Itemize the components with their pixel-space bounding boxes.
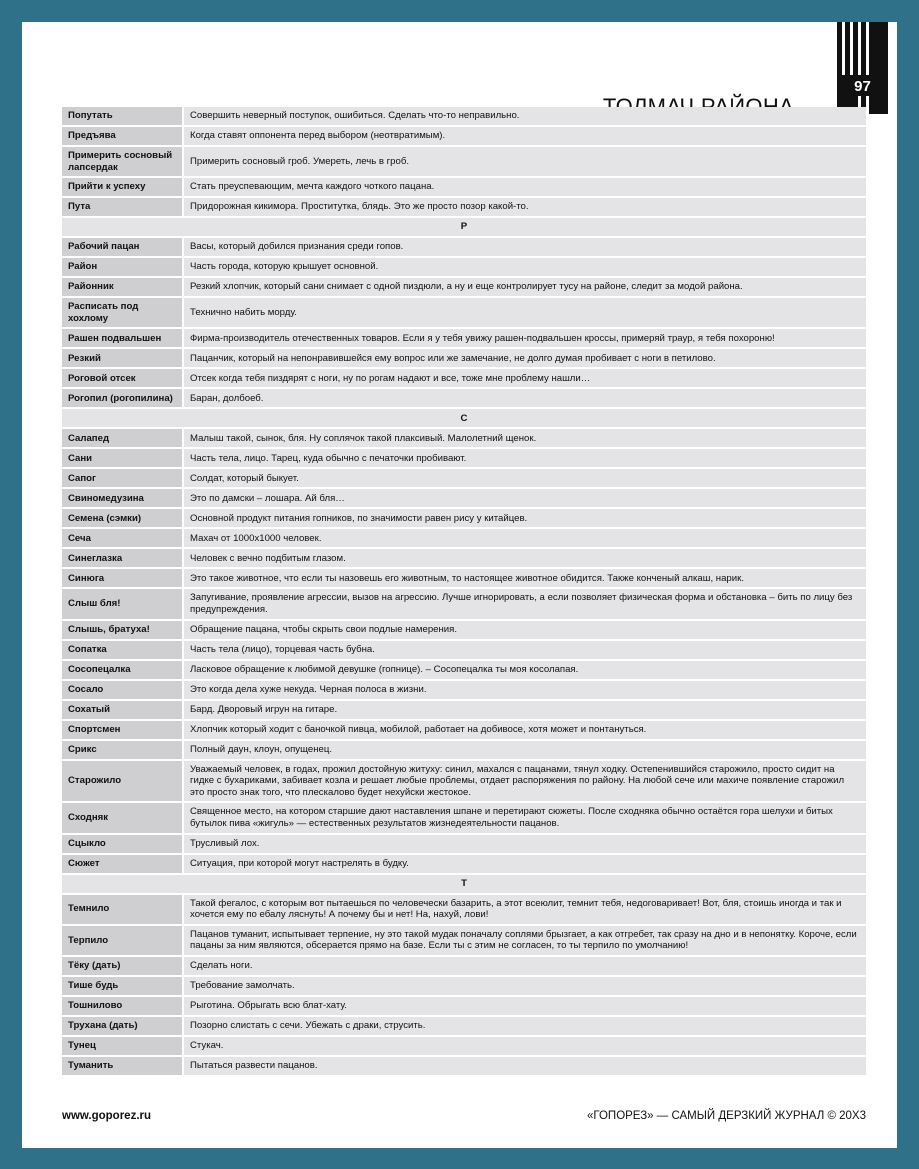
glossary-term: Семена (сэмки) [62,509,184,527]
glossary-row [62,681,866,699]
glossary-definition: Ситуация, при которой могут настрелять в будку. [184,855,866,873]
glossary-row [62,569,866,587]
glossary-table [62,105,866,1077]
glossary-row [62,803,866,832]
glossary-definition: Стать преуспевающим, мечта каждого чоткого пацана. [184,178,866,196]
glossary-row [62,329,866,347]
glossary-definition: Примерить сосновый гроб. Умереть, лечь в гроб. [184,147,866,176]
letter-heading-row [62,218,866,236]
glossary-definition: Отсек когда тебя пиздярят с ноги, ну по рогам надают и все, тоже мне проблему нашли… [184,369,866,387]
glossary-definition: Это по дамски – лошара. Ай бля… [184,489,866,507]
glossary-term: Тунец [62,1037,184,1055]
glossary-row [62,701,866,719]
glossary-definition: Технично набить морду. [184,298,866,327]
glossary-definition: Позорно слистать с сечи. Убежать с драки, струсить. [184,1017,866,1035]
glossary-term: Сцыкло [62,835,184,853]
glossary-term: Сеча [62,529,184,547]
glossary-definition: Стукач. [184,1037,866,1055]
glossary-definition: Человек с вечно подбитым глазом. [184,549,866,567]
glossary-definition: Сделать ноги. [184,957,866,975]
glossary-term: Туманить [62,1057,184,1075]
glossary-term: Синеглазка [62,549,184,567]
glossary-definition: Совершить неверный поступок, ошибиться. Сделать что-то неправильно. [184,107,866,125]
glossary-term: Попутать [62,107,184,125]
glossary-definition: Пацанов туманит, испытывает терпение, ну это такой мудак поначалу соплями брызгает, а как отгребет, так сразу на дно и в непонятку. Короче, если пацаны за ним являются, обсерается прямо на базе. Если ты с этим не согласен, то ты терпило по умолчанию! [184,926,866,955]
glossary-term: Предъява [62,127,184,145]
glossary-term: Сосопецалка [62,661,184,679]
glossary-row [62,107,866,125]
glossary-definition: Когда ставят оппонента перед выбором (неотвратимым). [184,127,866,145]
glossary-term: Резкий [62,349,184,367]
glossary-definition: Часть города, которую крышует основной. [184,258,866,276]
glossary-row [62,721,866,739]
glossary-row [62,835,866,853]
glossary-row [62,238,866,256]
glossary-definition: Уважаемый человек, в годах, прожил достойную житуху: синил, махался с пацанами, тянул ходку. Остепенившийся старожило, просто сидит на гидке с бухариками, забивает козла и решает любые проблемы, отдает распоряжения по району. На любой сече или махиче появление старожил это просто знак того, что плескалово будет нехуйски жестокое. [184,761,866,802]
glossary-term: Свиномедузина [62,489,184,507]
glossary-row [62,178,866,196]
glossary-row [62,997,866,1015]
glossary-term: Слышь, братуха! [62,621,184,639]
glossary-row [62,977,866,995]
glossary-definition: Основной продукт питания гопников, по значимости равен рису у китайцев. [184,509,866,527]
page-number-tab [837,22,888,114]
glossary-definition: Полный даун, клоун, опущенец. [184,741,866,759]
glossary-term: Пута [62,198,184,216]
glossary-definition: Резкий хлопчик, который сани снимает с одной пиздюли, а ну и еще контролирует тусу на районе, следит за модой района. [184,278,866,296]
glossary-row [62,429,866,447]
glossary-term: Примерить сосновый лапсердак [62,147,184,176]
tab-stripe [858,22,861,75]
glossary-row [62,589,866,618]
glossary-term: Тёку (дать) [62,957,184,975]
glossary-definition: Фирма-производитель отечественных товаров. Если я у тебя увижу рашен-подвальшен кроссы, примеряй траур, я тебя похороню! [184,329,866,347]
letter-heading: С [62,409,866,427]
glossary-definition: Часть тела, лицо. Тарец, куда обычно с печаточки пробивают. [184,449,866,467]
letter-heading: Т [62,875,866,893]
glossary-definition: Священное место, на котором старшие дают наставления шпане и перетирают сюжеты. После сходняка обычно остаётся гора шелухи и битых бутылок пива «жигуль» — естественных результатов жизнедеятельности пацанов. [184,803,866,832]
page-number: 97 [854,78,871,95]
glossary-definition: Придорожная кикимора. Проститутка, блядь. Это же просто позор какой-то. [184,198,866,216]
letter-heading: Р [62,218,866,236]
glossary-definition: Обращение пацана, чтобы скрыть свои подлые намерения. [184,621,866,639]
glossary-term: Старожило [62,761,184,802]
glossary-term: Прийти к успеху [62,178,184,196]
glossary-row [62,489,866,507]
glossary-row [62,369,866,387]
glossary-row [62,761,866,802]
glossary-row [62,1057,866,1075]
glossary-term: Сходняк [62,803,184,832]
glossary-term: Сопатка [62,641,184,659]
letter-heading-row [62,875,866,893]
glossary-term: Рабочий пацан [62,238,184,256]
footer-website[interactable]: www.goporez.ru [62,1110,152,1122]
glossary-row [62,621,866,639]
glossary-term: Темнило [62,895,184,924]
glossary-term: Терпило [62,926,184,955]
glossary-row [62,198,866,216]
glossary-definition: Махач от 1000х1000 человек. [184,529,866,547]
glossary-row [62,855,866,873]
glossary-definition: Бард. Дворовый игрун на гитаре. [184,701,866,719]
glossary-definition: Запугивание, проявление агрессии, вызов на агрессию. Лучше игнорировать, а если позволяет физическая форма и обстановка – бить по лицу без предупреждения. [184,589,866,618]
tab-stripe [850,22,853,75]
glossary-definition: Пацанчик, который на непонравившейся ему вопрос или же замечание, не долго думая пробивает с ноги в петилово. [184,349,866,367]
glossary-term: Сосало [62,681,184,699]
glossary-definition: Это когда дела хуже некуда. Черная полоса в жизни. [184,681,866,699]
glossary-row [62,741,866,759]
glossary-term: Трухана (дать) [62,1017,184,1035]
glossary-term: Сюжет [62,855,184,873]
glossary-row [62,926,866,955]
tab-stripe [866,96,869,114]
glossary-definition: Трусливый лох. [184,835,866,853]
glossary-definition: Такой фегалос, с которым вот пытаешься по человечески базарить, а этот всеюлит, темнит тебя, недоговаривает! Вот, бля, стоишь иногда и так и хочется ему по ебалу ляснуть! А почему бы и нет! На, нахуй, лови! [184,895,866,924]
glossary-row [62,298,866,327]
glossary-definition: Часть тела (лицо), торцевая часть бубна. [184,641,866,659]
glossary-term: Срикс [62,741,184,759]
glossary-definition: Баран, долбоеб. [184,389,866,407]
glossary-row [62,895,866,924]
glossary-term: Районник [62,278,184,296]
letter-heading-row [62,409,866,427]
glossary-row [62,449,866,467]
glossary-row [62,661,866,679]
glossary-definition: Это такое животное, что если ты назовешь его животным, то настоящее животное обидится. Также конченый алкаш, нарик. [184,569,866,587]
glossary-row [62,1017,866,1035]
glossary-row [62,127,866,145]
glossary-term: Сапог [62,469,184,487]
glossary-row [62,389,866,407]
glossary-row [62,1037,866,1055]
glossary-definition: Рыготина. Обрыгать всю блат-хату. [184,997,866,1015]
glossary-term: Район [62,258,184,276]
glossary-term: Синюга [62,569,184,587]
glossary-term: Рогопил (рогопилина) [62,389,184,407]
tab-stripe [866,22,869,75]
glossary-term: Тошнилово [62,997,184,1015]
glossary-definition: Васы, который добился признания среди гопов. [184,238,866,256]
glossary-term: Спортсмен [62,721,184,739]
glossary-term: Роговой отсек [62,369,184,387]
glossary-term: Рашен подвальшен [62,329,184,347]
glossary-definition: Пытаться развести пацанов. [184,1057,866,1075]
glossary-term: Тише будь [62,977,184,995]
glossary-term: Расписать под хохлому [62,298,184,327]
tab-stripe [842,22,845,75]
glossary-definition: Ласковое обращение к любимой девушке (гопнице). – Сосопецалка ты моя косолапая. [184,661,866,679]
glossary-definition: Хлопчик который ходит с баночкой пивца, мобилой, работает на добивосе, хотя может и понтануться. [184,721,866,739]
glossary-row [62,258,866,276]
glossary-row [62,641,866,659]
glossary-term: Слыш бля! [62,589,184,618]
glossary-row [62,469,866,487]
glossary-row [62,278,866,296]
footer-tagline: «ГОПОРЕЗ» — САМЫЙ ДЕРЗКИЙ ЖУРНАЛ © 20Х3 [587,1110,866,1122]
glossary-term: Сохатый [62,701,184,719]
glossary-row [62,509,866,527]
glossary-definition: Солдат, который быкует. [184,469,866,487]
glossary-row [62,957,866,975]
glossary-definition: Малыш такой, сынок, бля. Ну соплячок такой плаксивый. Малолетний щенок. [184,429,866,447]
glossary-definition: Требование замолчать. [184,977,866,995]
glossary-row [62,529,866,547]
glossary-row [62,147,866,176]
glossary-row [62,349,866,367]
glossary-term: Салапед [62,429,184,447]
glossary-row [62,549,866,567]
glossary-term: Сани [62,449,184,467]
